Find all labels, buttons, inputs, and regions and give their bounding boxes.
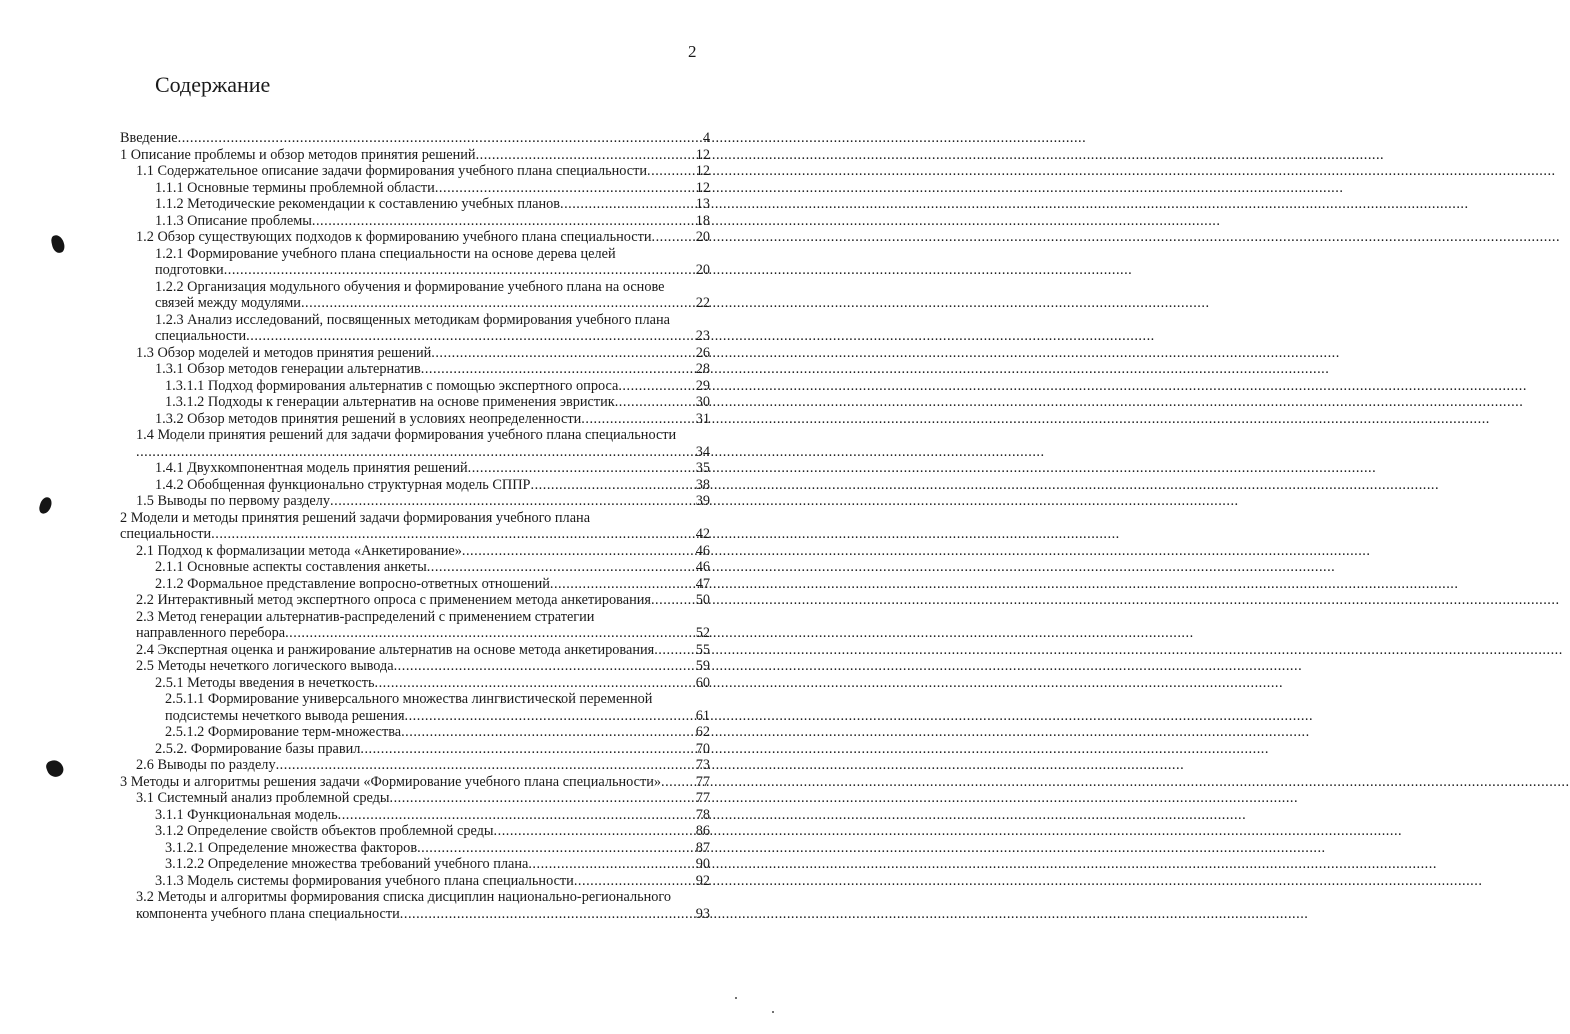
dot-leader <box>178 130 702 147</box>
dot-leader <box>615 394 695 411</box>
toc-entry-title-continuation: направленного перебора <box>136 625 286 641</box>
scan-blot <box>50 234 65 254</box>
toc-entry[interactable] <box>120 823 710 840</box>
scan-blot <box>45 758 66 779</box>
dot-leader <box>574 873 695 890</box>
dot-leader <box>405 708 695 725</box>
dot-leader <box>618 378 694 395</box>
toc-entry-title: 2.5.1.2 Формирование терм-множества <box>165 724 402 740</box>
dot-leader <box>476 147 695 164</box>
toc-entry-title: 2.4 Экспертная оценка и ранжирование альтернатив на основе метода анкетирования <box>136 641 655 658</box>
dot-leader <box>431 345 694 362</box>
toc-entry-title: 1.5 Выводы по первому разделу <box>136 493 331 509</box>
toc-entry[interactable] <box>120 213 710 230</box>
toc-page-number: 30 <box>695 394 710 410</box>
dot-leader <box>417 840 695 857</box>
toc-entry[interactable] <box>120 642 710 659</box>
toc-entry[interactable] <box>120 576 710 593</box>
toc-page-number: 52 <box>695 625 710 641</box>
page-title: Содержание <box>155 72 271 97</box>
toc-page-number: 90 <box>695 856 710 872</box>
dot-leader <box>581 411 694 428</box>
toc-entry[interactable] <box>120 889 710 922</box>
toc-entry[interactable] <box>120 691 710 724</box>
dot-leader <box>401 724 695 741</box>
toc-page-number: 73 <box>695 757 710 773</box>
dot-leader <box>338 807 695 824</box>
toc-entry-title: 1.2.2 Организация модульного обучения и формирование учебного плана на основе <box>155 278 665 295</box>
dot-leader <box>560 196 695 213</box>
dot-leader <box>421 361 695 378</box>
toc-entry[interactable] <box>120 163 710 180</box>
toc-entry-title: 1 Описание проблемы и обзор методов принятия решений <box>120 146 476 163</box>
toc-entry[interactable] <box>120 180 710 197</box>
toc-entry-title: 3.1 Системный анализ проблемной среды <box>136 790 390 806</box>
dot-leader <box>224 262 695 279</box>
toc-page-number: 38 <box>695 476 710 493</box>
dot-leader <box>136 444 695 461</box>
scan-blot <box>38 496 53 515</box>
toc-entry[interactable] <box>120 361 710 378</box>
toc-page-number: 77 <box>695 790 710 806</box>
toc-entry-title-continuation: специальности <box>120 526 212 542</box>
toc-entry-title: 2.1.1 Основные аспекты составления анкеты <box>155 559 427 575</box>
dot-leader <box>528 856 694 873</box>
page-number: 2 <box>688 42 697 61</box>
toc-entry[interactable] <box>120 411 710 428</box>
toc-page-number: 46 <box>695 559 710 575</box>
toc-entry-title: 1.2.3 Анализ исследований, посвященных методикам формирования учебного плана <box>155 311 670 328</box>
toc-entry[interactable] <box>120 477 710 494</box>
toc-entry[interactable] <box>120 856 710 873</box>
toc-entry-title: 3.1.2.2 Определение множества требований учебного плана <box>165 856 529 872</box>
toc-page-number: 42 <box>695 526 710 542</box>
toc-entry[interactable] <box>120 724 710 741</box>
toc-entry-title: 3.2 Методы и алгоритмы формирования списка дисциплин национально-регионального <box>136 889 672 905</box>
toc-entry-title: 3.1.3 Модель системы формирования учебного плана специальности <box>155 872 574 889</box>
toc-entry[interactable] <box>120 873 710 890</box>
toc-entry-title: 2.3 Метод генерации альтернатив-распределений с применением стратегии <box>136 608 595 625</box>
toc-entry[interactable] <box>120 757 710 774</box>
dot-leader <box>652 229 695 246</box>
dot-leader <box>651 592 695 609</box>
toc-entry-title-continuation: подсистемы нечеткого вывода решения <box>165 707 405 724</box>
toc-entry-title: 1.4 Модели принятия решений для задачи формирования учебного плана специальности <box>136 427 677 443</box>
toc-page-number: 31 <box>695 410 710 427</box>
toc-entry-title: 1.1 Содержательное описание задачи формирования учебного плана специальности <box>136 163 648 179</box>
toc-entry-title: 1.1.2 Методические рекомендации к составлению учебных планов <box>155 196 560 212</box>
toc-entry-title-continuation: специальности <box>155 328 247 344</box>
toc-entry-title: 2 Модели и методы принятия решений задачи формирования учебного плана <box>120 509 591 526</box>
toc-entry[interactable] <box>120 345 710 362</box>
dot-leader <box>661 774 695 791</box>
toc-entry-title: 3 Методы и алгоритмы решения задачи «Формирование учебного плана специальности» <box>120 773 662 790</box>
toc-entry-title: 2.1.2 Формальное представление вопросно-ответных отношений <box>155 575 550 592</box>
dot-leader <box>211 526 695 543</box>
toc-page-number: 61 <box>695 707 710 724</box>
dot-leader <box>435 180 695 197</box>
toc-page-number: 34 <box>695 443 710 460</box>
toc-page-number: 87 <box>695 839 710 856</box>
toc-page-number: 86 <box>695 823 710 839</box>
table-of-contents <box>120 130 710 922</box>
scan-speck <box>735 997 737 999</box>
toc-page-number: 70 <box>695 740 710 757</box>
toc-entry-title: 2.1 Подход к формализации метода «Анкетирование» <box>136 542 462 559</box>
dot-leader <box>330 493 695 510</box>
toc-page-number: 20 <box>695 229 710 245</box>
toc-entry-title: 1.3 Обзор моделей и методов принятия решений <box>136 344 432 361</box>
toc-entry-title: 3.1.2.1 Определение множества факторов <box>165 839 418 856</box>
dot-leader <box>468 460 695 477</box>
toc-page-number: 77 <box>695 773 710 790</box>
dot-leader <box>427 559 695 576</box>
toc-page-number: 55 <box>695 641 710 658</box>
toc-entry-title: 1.3.1.2 Подходы к генерации альтернатив на основе применения эвристик <box>165 394 615 410</box>
toc-entry[interactable] <box>120 246 710 279</box>
toc-page-number: 78 <box>695 806 710 823</box>
toc-entry[interactable] <box>120 130 710 147</box>
toc-entry-title: 1.2.1 Формирование учебного плана специальности на основе дерева целей <box>155 245 616 262</box>
toc-entry-title-continuation: компонента учебного плана специальности <box>136 905 400 922</box>
toc-page-number: 26 <box>695 344 710 361</box>
dot-leader <box>390 790 695 807</box>
toc-page-number: 13 <box>695 196 710 212</box>
dot-leader <box>301 295 695 312</box>
toc-page-number: 22 <box>695 295 710 311</box>
toc-entry[interactable] <box>120 147 710 164</box>
toc-page-number: 4 <box>702 130 710 146</box>
dot-leader <box>647 163 695 180</box>
toc-entry[interactable] <box>120 394 710 411</box>
dot-leader <box>276 757 695 774</box>
dot-leader <box>654 642 694 659</box>
toc-entry-title-continuation: связей между модулями <box>155 295 301 311</box>
toc-entry-title: 2.5.1 Методы введения в нечеткость <box>155 674 375 691</box>
toc-entry-title: 3.1.2 Определение свойств объектов проблемной среды <box>155 823 494 839</box>
toc-entry-title: 2.6 Выводы по разделу <box>136 757 276 773</box>
scan-speck <box>772 1011 774 1013</box>
toc-page-number: 93 <box>695 905 710 922</box>
toc-entry-title: 1.1.3 Описание проблемы <box>155 212 312 229</box>
dot-leader <box>360 741 694 758</box>
toc-page-number: 46 <box>695 542 710 559</box>
toc-page-number: 92 <box>695 872 710 889</box>
toc-entry[interactable] <box>120 658 710 675</box>
toc-page-number: 18 <box>695 212 710 229</box>
dot-leader <box>312 213 695 230</box>
toc-entry[interactable] <box>120 427 710 460</box>
toc-page-number: 59 <box>695 658 710 674</box>
toc-entry[interactable] <box>120 312 710 345</box>
toc-entry-title: 1.3.2 Обзор методов принятия решений в условиях неопределенности <box>155 410 582 427</box>
toc-page-number: 23 <box>695 328 710 344</box>
dot-leader <box>462 543 695 560</box>
toc-page-number: 12 <box>695 163 710 179</box>
dot-leader <box>285 625 695 642</box>
dot-leader <box>375 675 695 692</box>
toc-entry-title: 1.1.1 Основные термины проблемной области <box>155 179 435 196</box>
toc-entry-title: 1.3.1 Обзор методов генерации альтернатив <box>155 361 421 377</box>
toc-entry[interactable] <box>120 510 710 543</box>
toc-entry[interactable] <box>120 196 710 213</box>
toc-entry-title: Введение <box>120 130 178 146</box>
toc-entry-title: 3.1.1 Функциональная модель <box>155 806 338 823</box>
toc-entry[interactable] <box>120 774 710 791</box>
toc-entry-title: 2.5.1.1 Формирование универсального множества лингвистической переменной <box>165 691 653 707</box>
toc-entry[interactable] <box>120 493 710 510</box>
toc-entry-title: 1.2 Обзор существующих подходов к формированию учебного плана специальности <box>136 229 652 245</box>
toc-entry[interactable] <box>120 279 710 312</box>
toc-page-number: 39 <box>695 493 710 509</box>
toc-entry[interactable] <box>120 790 710 807</box>
toc-entry[interactable] <box>120 807 710 824</box>
toc-entry[interactable] <box>120 543 710 560</box>
toc-entry[interactable] <box>120 592 710 609</box>
toc-page-number: 35 <box>695 460 710 476</box>
toc-page-number: 50 <box>695 592 710 608</box>
toc-entry-title: 2.5.2. Формирование базы правил <box>155 740 361 757</box>
toc-entry[interactable] <box>120 229 710 246</box>
toc-entry[interactable] <box>120 378 710 395</box>
toc-page-number: 29 <box>695 377 710 394</box>
toc-entry-title-continuation: подготовки <box>155 262 224 278</box>
toc-entry-title: 2.2 Интерактивный метод экспертного опроса с применением метода анкетирования <box>136 592 651 608</box>
toc-entry[interactable] <box>120 460 710 477</box>
toc-entry[interactable] <box>120 675 710 692</box>
toc-entry[interactable] <box>120 741 710 758</box>
toc-entry-title: 1.4.2 Обобщенная функционально структурная модель СППР <box>155 476 531 493</box>
toc-entry[interactable] <box>120 559 710 576</box>
toc-page-number: 20 <box>695 262 710 278</box>
toc-page-number: 47 <box>695 575 710 592</box>
toc-entry-title: 1.4.1 Двухкомпонентная модель принятия решений <box>155 460 468 476</box>
dot-leader <box>400 906 695 923</box>
dot-leader <box>246 328 695 345</box>
toc-entry[interactable] <box>120 609 710 642</box>
dot-leader <box>494 823 695 840</box>
toc-page-number: 28 <box>695 361 710 377</box>
toc-entry-title: 2.5 Методы нечеткого логического вывода <box>136 658 394 674</box>
toc-entry[interactable] <box>120 840 710 857</box>
toc-page-number: 60 <box>695 674 710 691</box>
dot-leader <box>531 477 695 494</box>
toc-page-number: 62 <box>695 724 710 740</box>
toc-page-number: 12 <box>695 179 710 196</box>
toc-page-number: 12 <box>695 146 710 163</box>
toc-entry-title: 1.3.1.1 Подход формирования альтернатив с помощью экспертного опроса <box>165 377 619 394</box>
dot-leader <box>394 658 695 675</box>
dot-leader <box>550 576 695 593</box>
